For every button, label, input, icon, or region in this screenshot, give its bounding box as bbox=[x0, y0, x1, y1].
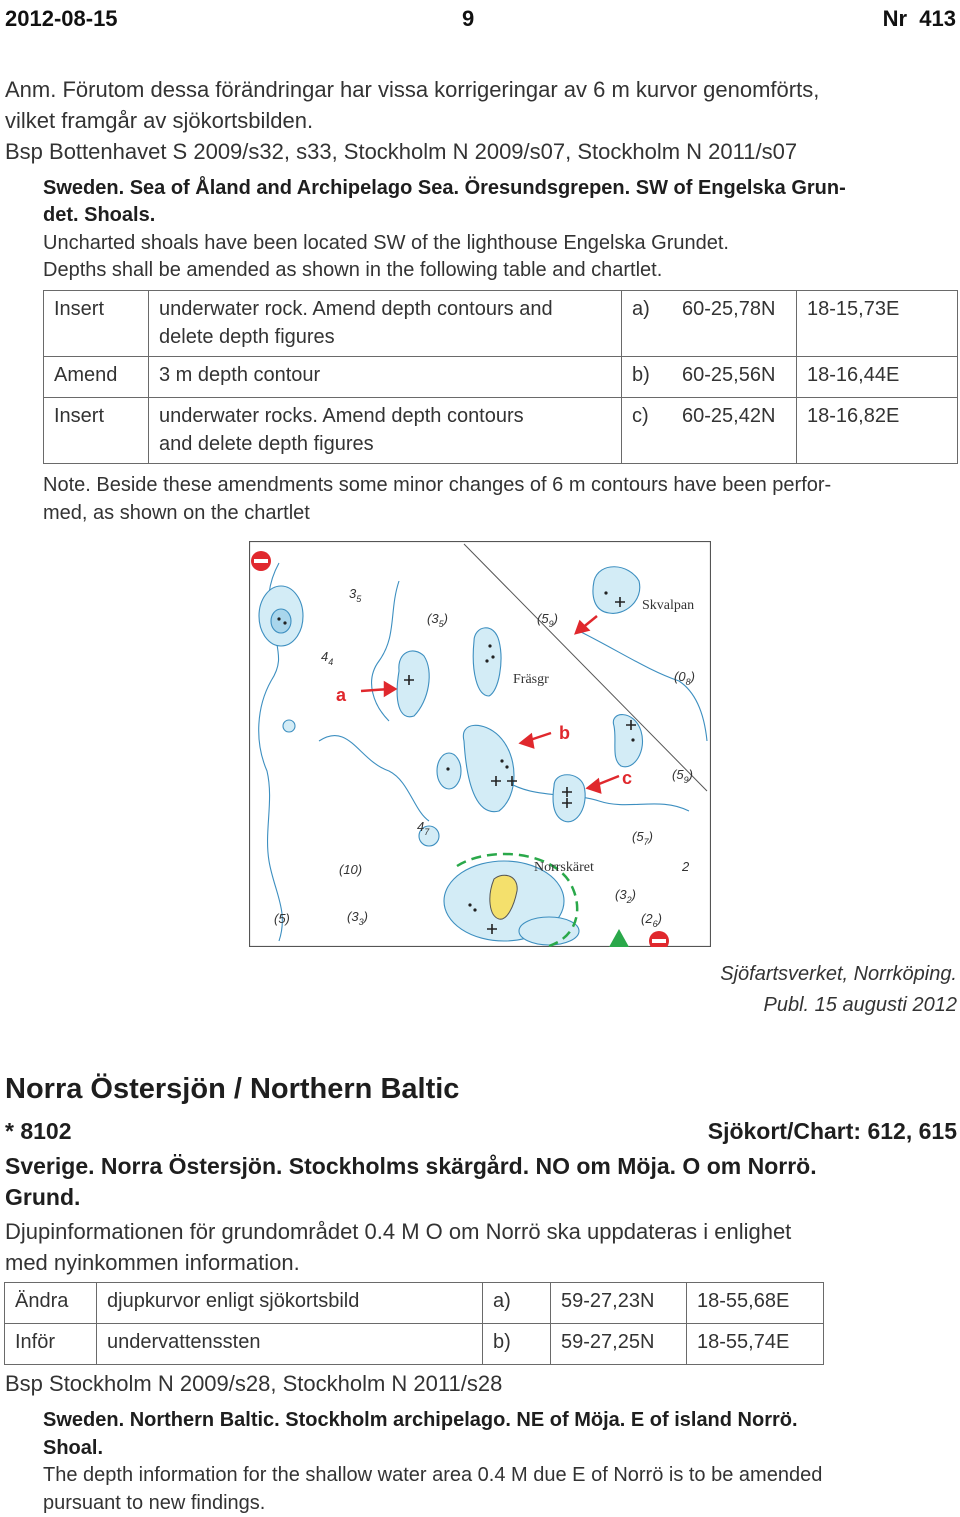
table-cell-pos: a) bbox=[622, 291, 673, 357]
bsp-line-sv: Bsp Stockholm N 2009/s28, Stockholm N 2011/s28 bbox=[5, 1371, 503, 1396]
notice-title-sv-line-1: Sverige. Norra Östersjön. Stockholms skärgård. NO om Möja. O om Norrö. bbox=[5, 1153, 817, 1179]
depth-figure: $(3_2)$ bbox=[615, 887, 636, 905]
note-line-2: med, as shown on the chartlet bbox=[43, 502, 310, 524]
cell-text-line: delete depth figures bbox=[159, 326, 335, 348]
table-row bbox=[44, 291, 958, 357]
table-cell-lat: 59-27,23N bbox=[551, 1283, 687, 1324]
table-cell-text: djupkurvor enligt sjökortsbild bbox=[97, 1283, 483, 1324]
anm-line-2: vilket framgår av sjökortsbilden. bbox=[5, 108, 314, 133]
table-cell-pos: c) bbox=[622, 398, 673, 464]
table-cell-lat: 60-25,56N bbox=[672, 357, 797, 398]
table-cell-lon: 18-15,73E bbox=[797, 291, 958, 357]
table-cell-text bbox=[149, 398, 622, 464]
table-cell-action: Ändra bbox=[5, 1283, 97, 1324]
anm-line-1: Anm. Förutom dessa förändringar har vissa korrigeringar av 6 m kurvor genomförts, bbox=[5, 77, 820, 102]
table-cell-action: Amend bbox=[44, 357, 149, 398]
bsp-line: Bsp Bottenhavet S 2009/s32, s33, Stockholm N 2009/s07, Stockholm N 2011/s07 bbox=[5, 139, 798, 164]
depth-figure: $(0_8)$ bbox=[674, 669, 695, 687]
table-cell-action: Insert bbox=[44, 398, 149, 464]
notice-number: * 8102 bbox=[5, 1118, 72, 1144]
depth-figure: $4_7$ bbox=[417, 819, 430, 837]
table-cell-text bbox=[149, 291, 622, 357]
cell-text-line: underwater rocks. Amend depth contours bbox=[159, 405, 524, 427]
notice-desc-en-line-2: pursuant to new findings. bbox=[43, 1492, 266, 1514]
table-cell-pos: b) bbox=[622, 357, 673, 398]
table-row bbox=[5, 1324, 824, 1365]
depth-figure: $(5_9)$ bbox=[672, 767, 693, 785]
depth-figure: 2 bbox=[682, 859, 690, 874]
page-number: 9 bbox=[462, 6, 475, 31]
notice-desc-sv-line-2: med nyinkommen information. bbox=[5, 1250, 300, 1275]
notice-title-en-line-2: Shoal. bbox=[43, 1437, 104, 1459]
label-frasgr: Fräsgr bbox=[513, 672, 549, 687]
depth-figure: (10) bbox=[339, 862, 363, 877]
table-cell-lat: 60-25,42N bbox=[672, 398, 797, 464]
cell-text-line: and delete depth figures bbox=[159, 433, 374, 455]
depth-figure: $(3_3)$ bbox=[347, 909, 368, 927]
amendment-table bbox=[43, 290, 958, 464]
cell-text-line: underwater rock. Amend depth contours and bbox=[159, 298, 553, 320]
table-cell-lon: 18-55,74E bbox=[687, 1324, 824, 1365]
depth-figure: $4_4$ bbox=[321, 649, 334, 667]
depth-figure: $(3_5)$ bbox=[427, 611, 448, 629]
depth-figure: (5) bbox=[274, 911, 290, 926]
notice-desc-sv-line-1: Djupinformationen för grundområdet 0.4 M O om Norrö ska uppdateras i enlighet bbox=[5, 1219, 792, 1244]
depth-figure: $(2_6)$ bbox=[641, 911, 662, 929]
note-line-1: Note. Beside these amendments some minor changes of 6 m contours have been perfor- bbox=[43, 474, 832, 496]
notice-title-line-2: det. Shoals. bbox=[43, 204, 156, 226]
label-b: b bbox=[559, 723, 570, 743]
table-row bbox=[44, 357, 958, 398]
label-skvalpan: Skvalpan bbox=[642, 598, 695, 613]
credit-line-1: Sjöfartsverket, Norrköping. bbox=[720, 963, 957, 985]
label-a: a bbox=[336, 685, 347, 705]
section-heading: Norra Östersjön / Northern Baltic bbox=[5, 1073, 460, 1105]
label-c: c bbox=[622, 768, 633, 788]
table-cell-lon: 18-16,44E bbox=[797, 357, 958, 398]
notice-desc-en-line-1: The depth information for the shallow water area 0.4 M due E of Norrö is to be amended bbox=[43, 1464, 823, 1486]
credit-line-2: Publ. 15 augusti 2012 bbox=[763, 994, 957, 1016]
notice-title-sv-line-2: Grund. bbox=[5, 1184, 81, 1210]
notice-title-en-line-1: Sweden. Northern Baltic. Stockholm archipelago. NE of Möja. E of island Norrö. bbox=[43, 1409, 798, 1431]
table-cell-action: Inför bbox=[5, 1324, 97, 1365]
table-cell-text: 3 m depth contour bbox=[149, 357, 622, 398]
nautical-chartlet bbox=[249, 541, 711, 947]
table-row bbox=[5, 1283, 824, 1324]
table-cell-pos: b) bbox=[483, 1324, 551, 1365]
table-cell-lat: 59-27,25N bbox=[551, 1324, 687, 1365]
amendment-table-sv bbox=[4, 1282, 824, 1365]
table-cell-lon: 18-16,82E bbox=[797, 398, 958, 464]
notice-desc-line-1: Uncharted shoals have been located SW of the lighthouse Engelska Grundet. bbox=[43, 232, 729, 254]
depth-figure: $(5_7)$ bbox=[632, 829, 653, 847]
depth-figure: $(5_9)$ bbox=[537, 611, 558, 629]
table-cell-pos: a) bbox=[483, 1283, 551, 1324]
chart-reference: Sjökort/Chart: 612, 615 bbox=[707, 1118, 957, 1144]
notice-title-line-1: Sweden. Sea of Åland and Archipelago Sea. Öresundsgrepen. SW of Engelska Grun- bbox=[43, 177, 846, 199]
issue-date: 2012-08-15 bbox=[5, 6, 118, 31]
issue-number: Nr 413 bbox=[882, 6, 956, 31]
table-cell-action: Insert bbox=[44, 291, 149, 357]
label-norrskaret: Norrskäret bbox=[534, 860, 594, 875]
depth-figure: $3_5$ bbox=[349, 586, 362, 604]
table-cell-lat: 60-25,78N bbox=[672, 291, 797, 357]
table-row bbox=[44, 398, 958, 464]
notice-desc-line-2: Depths shall be amended as shown in the following table and chartlet. bbox=[43, 259, 663, 281]
table-cell-lon: 18-55,68E bbox=[687, 1283, 824, 1324]
table-cell-text: undervattenssten bbox=[97, 1324, 483, 1365]
